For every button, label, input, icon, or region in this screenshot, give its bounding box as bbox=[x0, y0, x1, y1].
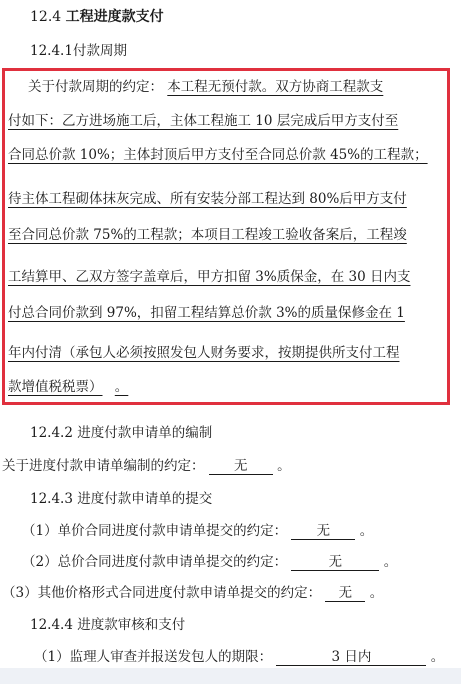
subsection-12-4-4-title: 12.4.4 进度款审核和支付 bbox=[30, 617, 186, 633]
payment-cycle-text: 工结算甲、乙双方签字盖章后，甲方扣留 3%质保金，在 30 日内支 bbox=[8, 269, 411, 285]
payment-cycle-line-2 bbox=[8, 112, 398, 130]
submission-item-2 bbox=[22, 553, 397, 571]
payment-cycle-text: 合同总价款 10%；主体封顶后甲方支付至合同总价款 45%的工程款； bbox=[8, 147, 428, 163]
submission-value: 无 bbox=[291, 554, 379, 571]
submission-value: 无 bbox=[291, 523, 355, 540]
payment-cycle-end: 。 bbox=[114, 379, 129, 395]
payment-cycle-line-4 bbox=[8, 190, 407, 208]
compilation-label: 关于进度付款申请单编制的约定： bbox=[2, 458, 205, 474]
progress-application-compilation bbox=[2, 457, 291, 475]
payment-cycle-text: 本工程无预付款。双方协商工程款支 bbox=[167, 79, 384, 95]
submission-end: 。 bbox=[369, 585, 384, 601]
payment-cycle-line-3 bbox=[8, 146, 428, 164]
payment-cycle-line-8 bbox=[8, 344, 400, 362]
payment-cycle-text: 付如下：乙方进场施工后，主体工程施工 10 层完成后甲方支付至 bbox=[8, 113, 399, 129]
review-label: （1）监理人审查并报送发包人的期限： bbox=[34, 649, 273, 665]
payment-cycle-line-9 bbox=[8, 378, 128, 396]
subsection-12-4-3-title: 12.4.3 进度付款申请单的提交 bbox=[30, 491, 213, 507]
payment-cycle-text: 款增值税税票） bbox=[8, 379, 103, 395]
section-heading bbox=[30, 8, 164, 26]
payment-cycle-line-1 bbox=[28, 78, 383, 96]
submission-end: 。 bbox=[383, 554, 398, 570]
section-title: 工程进度款支付 bbox=[65, 9, 164, 25]
compilation-end: 。 bbox=[277, 458, 291, 474]
review-item-1 bbox=[34, 648, 444, 666]
payment-cycle-line-5 bbox=[8, 226, 407, 244]
subsection-12-4-1-title: 12.4.1付款周期 bbox=[30, 43, 127, 59]
payment-cycle-label: 关于付款周期的约定： bbox=[28, 79, 163, 95]
section-number: 12.4 bbox=[30, 9, 62, 25]
subsection-12-4-2-title: 12.4.2 进度付款申请单的编制 bbox=[30, 425, 213, 441]
submission-item-3 bbox=[2, 584, 383, 602]
submission-label: （3）其他价格形式合同进度付款申请单提交的约定： bbox=[2, 585, 322, 601]
compilation-value: 无 bbox=[209, 458, 273, 475]
review-end: 。 bbox=[430, 649, 445, 665]
payment-cycle-line-7 bbox=[8, 304, 405, 322]
payment-cycle-text: 至合同总价款 75%的工程款；本项目工程竣工验收备案后，工程竣 bbox=[8, 227, 407, 243]
review-value: 3 日内 bbox=[276, 649, 426, 666]
submission-label: （2）总价合同进度付款申请单提交的约定： bbox=[22, 554, 288, 570]
payment-cycle-text: 付总合同价款到 97%，扣留工程结算总价款 3%的质量保修金在 1 bbox=[8, 305, 405, 321]
page-bottom-strip bbox=[0, 668, 461, 684]
payment-cycle-text: 年内付清（承包人必须按照发包人财务要求，按期提供所支付工程 bbox=[8, 345, 400, 361]
submission-label: （1）单价合同进度付款申请单提交的约定： bbox=[22, 523, 288, 539]
submission-item-1 bbox=[22, 522, 373, 540]
submission-end: 。 bbox=[359, 523, 374, 539]
payment-cycle-text: 待主体工程砌体抹灰完成、所有安装分部工程达到 80%后甲方支付 bbox=[8, 191, 407, 207]
payment-cycle-line-6 bbox=[8, 268, 410, 286]
submission-value: 无 bbox=[325, 585, 365, 602]
